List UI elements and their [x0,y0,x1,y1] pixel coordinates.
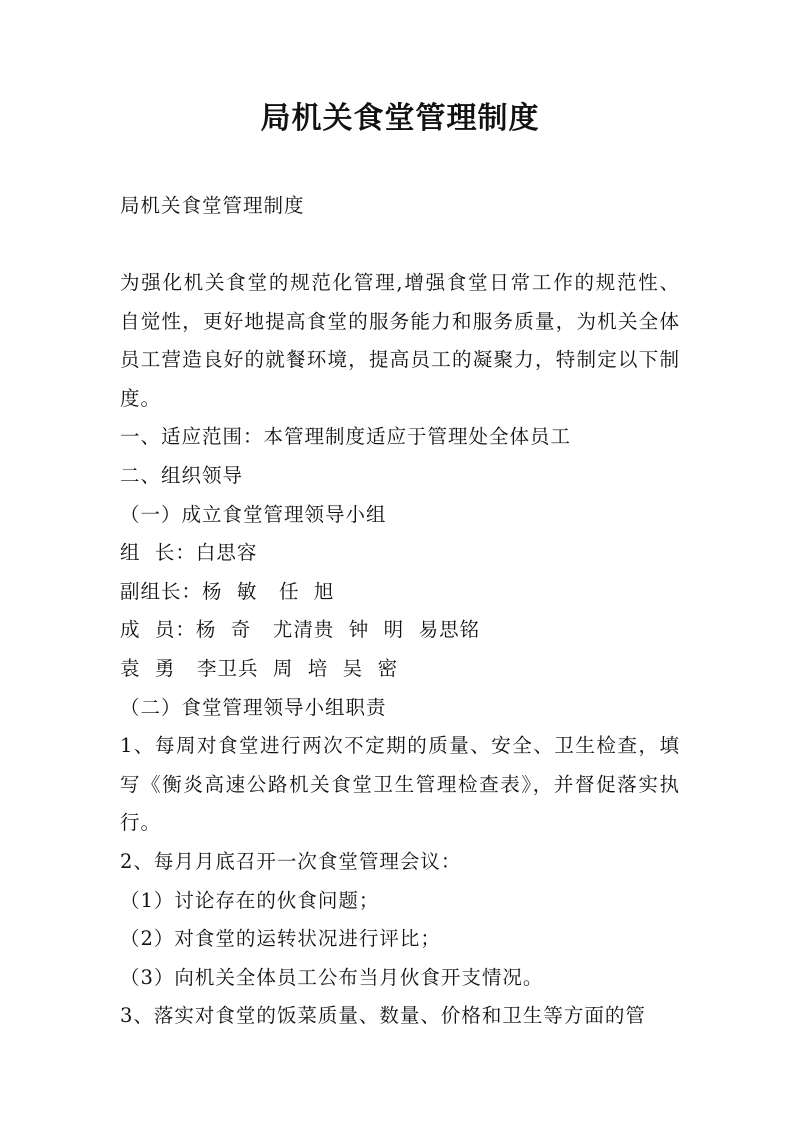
duty-item-3: 3、落实对食堂的饭菜质量、数量、价格和卫生等方面的管 [120,1004,646,1028]
members-line: 成 员：杨 奇 尤清贵 钟 明 易思铭 [120,618,481,642]
document-subtitle-block [120,187,680,226]
paragraph-scope: 一、适应范围：本管理制度适应于管理处全体员工 [120,425,572,449]
deputy-leader-line: 副组长：杨 敏 任 旭 [120,579,335,603]
document-title: 局机关食堂管理制度 [260,101,540,136]
section-heading-organization: 二、组织领导 [120,463,244,487]
subsection-heading-duties: （二）食堂管理领导小组职责 [120,695,387,719]
document-body [120,264,680,1036]
subsection-heading-group: （一）成立食堂管理领导小组 [120,502,387,526]
duty-subitem-1: （1）讨论存在的伙食问题； [120,888,380,912]
document-subtitle: 局机关食堂管理制度 [120,194,305,217]
duty-item-2: 2、每月月底召开一次食堂管理会议： [120,849,462,873]
duty-subitem-2: （2）对食堂的运转状况进行评比； [120,927,441,951]
duty-item-1: 1、每周对食堂进行两次不定期的质量、安全、卫生检查，填写《衡炎高速公路机关食堂卫生管理检查表》，并督促落实执行。 [120,734,680,835]
paragraph-intro: 为强化机关食堂的规范化管理,增强食堂日常工作的规范性、自觉性，更好地提高食堂的服务能力和服务质量，为机关全体员工营造良好的就餐环境，提高员工的凝聚力，特制定以下制度。 [120,271,680,410]
duty-subitem-3: （3）向机关全体员工公布当月伙食开支情况。 [120,965,544,989]
members-line-continued: 袁 勇 李卫兵 周 培 吴 密 [120,656,399,680]
group-leader-line: 组 长：白思容 [120,541,258,565]
